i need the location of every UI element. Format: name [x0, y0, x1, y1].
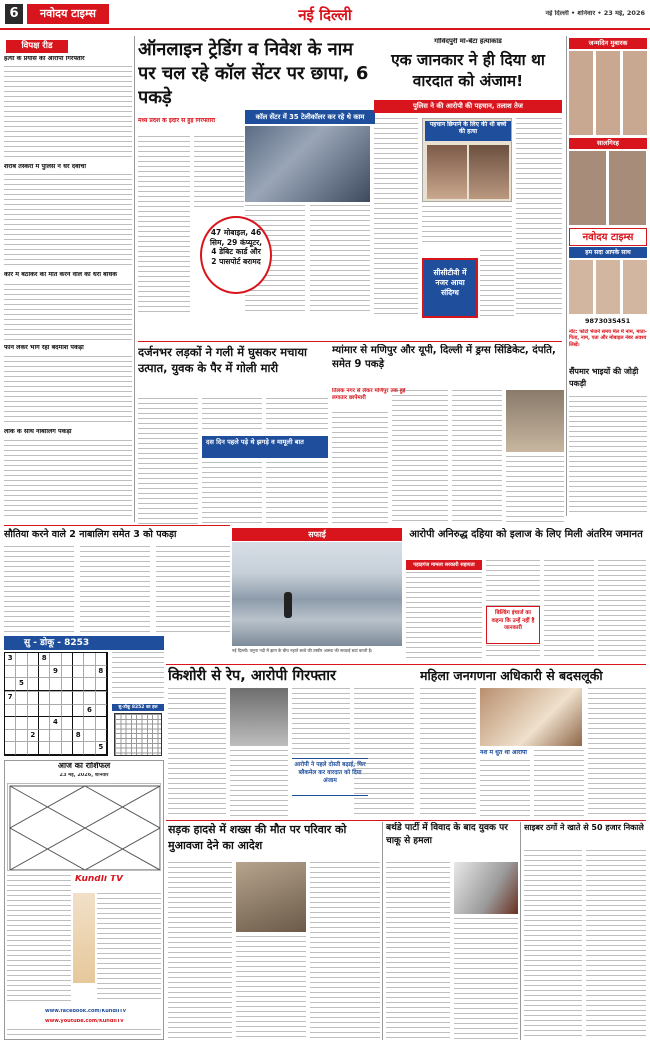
cyber-headline: साइबर ठगों ने खाते से 50 हजार निकाले: [524, 823, 644, 832]
sudoku-cell[interactable]: [62, 653, 73, 666]
sudoku-cell[interactable]: [50, 653, 61, 666]
mahila-headline: महिला जनगणना अधिकारी से बदसलूकी: [420, 668, 603, 683]
cyber-body: [586, 850, 646, 1040]
anokha-body: [4, 546, 74, 634]
rashifal-title: आज का राशिफल: [57, 762, 111, 770]
sudoku-cell[interactable]: [62, 742, 73, 755]
kishori-photo: [230, 688, 288, 746]
lead-photo: [245, 126, 370, 202]
cyber-story: [524, 822, 646, 1040]
birthday-label: जन्मदिन मुबारक: [569, 38, 647, 49]
story-body: [4, 66, 132, 161]
sudoku-cell[interactable]: [28, 692, 39, 705]
myanmar-kicker: तिलक नगर से लेकर मणिपुर तक हुई लगातार छापेमारी: [332, 388, 406, 401]
vipak-label: विपक्ष रीड: [6, 40, 68, 53]
birthday-body: [386, 862, 450, 1040]
birthday-story: [386, 822, 518, 1040]
kundli-logo: Kundli TV: [75, 875, 124, 884]
story-heading: शराब तस्करों में पुलिस ने धर दबोचा: [4, 164, 86, 170]
sudoku-cell[interactable]: 8: [96, 666, 107, 679]
rashifal-chart: [7, 783, 161, 871]
kishori-body: [354, 688, 414, 816]
story-body: [4, 440, 132, 520]
anokha-story: [4, 528, 230, 634]
rashifal-text: [7, 875, 71, 1003]
story-heading: हत्या के प्रयास का आरोपी गिरफ्तार: [4, 56, 85, 62]
sudoku-cell[interactable]: [62, 730, 73, 743]
sudoku-cell[interactable]: [39, 666, 50, 679]
left-column: [4, 36, 132, 522]
sadak-headline: सड़क हादसे में शख्स की मौत पर परिवार को मुआवजा देने का आदेश: [168, 823, 347, 852]
person-silhouette: [284, 592, 292, 618]
story-heading: फोन लेकर भाग रहा बदमाश पकड़ा: [4, 345, 84, 351]
sudoku-cell[interactable]: [16, 730, 27, 743]
anniversary-label: सालगिरह: [569, 138, 647, 149]
sudoku-cell[interactable]: [5, 705, 16, 718]
sudoku-cell[interactable]: [96, 705, 107, 718]
sudoku-cell[interactable]: 2: [28, 730, 39, 743]
govindpuri-body: [480, 250, 514, 320]
sudoku-cell[interactable]: [28, 678, 39, 691]
anokha-headline: सौतिया करने वाले 2 नाबालिग समेत 3 को पकड़ा: [4, 529, 177, 540]
sudoku-cell[interactable]: [62, 717, 73, 730]
story-body: [4, 284, 132, 342]
myanmar-body: [332, 412, 388, 524]
sudoku-instructions: [112, 652, 164, 702]
sudoku-cell[interactable]: [73, 666, 84, 679]
sudoku-cell[interactable]: [5, 730, 16, 743]
govindpuri-story: [374, 36, 562, 326]
myanmar-body: [452, 390, 502, 524]
sudoku-title: सु - डोकू - 8253: [4, 636, 164, 650]
mahila-body: [534, 750, 584, 816]
lead-body: [310, 205, 370, 313]
lead-headline: ऑनलाइन ट्रेडिंग व निवेश के नाम पर चल रहे कॉल सेंटर पर छापा, 6 पकड़े: [138, 39, 369, 108]
govindpuri-bar: पुलिस ने की आरोपी की पहचान, तलाश तेज: [374, 100, 562, 113]
sudoku-cell[interactable]: 8: [73, 730, 84, 743]
safai-caption: नई दिल्ली। यमुना नदी में झाग के बीच नहाते बच्चे की तस्वीर आस्था की सच्चाई बयां करती है।: [232, 648, 373, 653]
birthday-body: [454, 918, 518, 1040]
sudoku-cell[interactable]: [50, 692, 61, 705]
kids-photos: [569, 260, 647, 314]
right-column: [569, 36, 647, 516]
birthday-headline: बर्थडे पार्टी में विवाद के बाद युवक पर चाकू से हमला: [386, 823, 508, 846]
sudoku-cell[interactable]: [50, 730, 61, 743]
mahila-body: [420, 688, 476, 816]
sudoku-cell[interactable]: [16, 692, 27, 705]
sudoku-cell[interactable]: [28, 742, 39, 755]
sudoku-cell[interactable]: [5, 666, 16, 679]
darjan-body: [202, 462, 262, 524]
photo-note: नोट: फोटो भेजने समय मेल में नाम, माता-पिता, नाम, पता और मोबाइल नंबर अवश्य लिखें।: [569, 329, 647, 348]
darjan-body: [138, 398, 198, 524]
darjan-story: [138, 344, 328, 524]
sudoku-cell[interactable]: [16, 742, 27, 755]
side-body: [569, 396, 647, 516]
brand-box: नवोदय टाइम्स: [569, 228, 647, 246]
sudoku-cell[interactable]: [50, 678, 61, 691]
lead-body: [138, 136, 190, 316]
sudoku-answer-title: सु-डोकू 8252 का हल: [112, 704, 164, 711]
lead-kicker: मध्य प्रदेश के इंदौर से हुई गिरफ्तारी: [138, 118, 216, 124]
section-title: नई दिल्ली: [298, 6, 352, 24]
rashifal-zodiac-image: [73, 893, 95, 983]
sudoku-cell[interactable]: [16, 666, 27, 679]
sudoku-cell[interactable]: [96, 730, 107, 743]
anokha-body: [80, 546, 150, 634]
anokha-body: [156, 546, 230, 634]
sudoku-cell[interactable]: [16, 705, 27, 718]
sudoku-cell[interactable]: [84, 717, 95, 730]
sudoku-cell[interactable]: 5: [96, 742, 107, 755]
yamuna-photo: [232, 542, 402, 646]
aniruddh-body: [598, 560, 646, 660]
sudoku-cell[interactable]: [62, 692, 73, 705]
sudoku-cell[interactable]: [5, 678, 16, 691]
safai-label: सफाई: [232, 528, 402, 541]
myanmar-headline: म्यांमार से मणिपुर और यूपी, दिल्ली में ड्रग्स सिंडिकेट, दंपति, समेत 9 पकड़े: [332, 345, 556, 370]
lead-body: [194, 136, 244, 208]
sudoku-cell[interactable]: 5: [16, 678, 27, 691]
sudoku-cell[interactable]: [39, 742, 50, 755]
kishori-story: [168, 666, 414, 816]
story-body: [4, 174, 132, 269]
story-heading: कार में बैठाकर की मौत करने वाले को धरा बोधक: [4, 272, 118, 278]
aniruddh-box: बिल्डिंग इंचार्ज का कहना कि उन्हें नहीं है जानकारी: [486, 606, 540, 644]
darjan-body: [266, 462, 328, 524]
sudoku-cell[interactable]: [39, 705, 50, 718]
darjan-body: [266, 398, 328, 432]
sudoku-cell[interactable]: 8: [39, 653, 50, 666]
sudoku-cell[interactable]: [28, 717, 39, 730]
victim-photo: [427, 145, 467, 199]
mahila-body: [480, 760, 530, 816]
sudoku-cell[interactable]: [28, 653, 39, 666]
sudoku-cell[interactable]: [84, 692, 95, 705]
sudoku-cell[interactable]: [84, 742, 95, 755]
sudoku-cell[interactable]: [73, 692, 84, 705]
sadak-story: [168, 822, 380, 1040]
sudoku-cell[interactable]: [73, 678, 84, 691]
anniversary-photos: [569, 151, 647, 225]
victim-photos: [422, 118, 512, 202]
birthday-photos: [569, 51, 647, 135]
sudoku-panel: [4, 636, 164, 756]
sudoku-cell[interactable]: 6: [84, 705, 95, 718]
govindpuri-headline: एक जानकार ने ही दिया था वारदात को अंजाम!: [391, 51, 545, 90]
myanmar-body: [392, 390, 448, 524]
seized-items-box: 47 मोबाइल, 46 सिम, 29 कंप्यूटर, 4 डेबिट कार्ड और 2 पासपोर्ट बरामद: [200, 216, 272, 294]
knife-photo: [454, 862, 518, 914]
mahila-box: नशे में धुत था आरोपी: [480, 750, 527, 756]
brand-tagline: हम सदा आपके साथ: [569, 247, 647, 258]
darjan-headline: दर्जनभर लड़कों ने गली में घुसकर मचाया उत्पात, युवक के पैर में गोली मारी: [138, 345, 308, 375]
sudoku-cell[interactable]: [5, 717, 16, 730]
brand-logo: नवोदय टाइम्स: [27, 4, 109, 24]
sudoku-cell[interactable]: [39, 692, 50, 705]
sudoku-cell[interactable]: [73, 653, 84, 666]
darjan-box: दस दिन पहले पड़े थे झगड़े व मामूली बात: [202, 436, 328, 458]
govindpuri-label: गोविंदपुरी मां-बेटा हत्याकांड: [434, 38, 502, 45]
myanmar-photo: [506, 390, 564, 452]
govindpuri-body: [516, 118, 562, 318]
sudoku-cell[interactable]: [96, 653, 107, 666]
sudoku-cell[interactable]: [62, 666, 73, 679]
rashifal-text: [97, 893, 161, 1003]
dateline: नई दिल्ली • शनिवार • 23 मई, 2026: [545, 10, 645, 17]
youtube-link[interactable]: www.youtube.com/KundliTv: [45, 1019, 124, 1024]
sudoku-cell[interactable]: [96, 692, 107, 705]
sudoku-cell[interactable]: [73, 717, 84, 730]
sudoku-cell[interactable]: [62, 678, 73, 691]
sudoku-cell[interactable]: [84, 653, 95, 666]
rashifal-date: 23 मई, 2026, शनिवार: [59, 773, 109, 778]
cyber-body: [524, 850, 582, 1040]
mahila-photo: [480, 688, 582, 746]
sudoku-cell[interactable]: [73, 742, 84, 755]
kishori-body: [292, 688, 350, 756]
side-headline: सैंपमार भाइयों की जोड़ी पकड़ी: [569, 367, 639, 388]
sudoku-cell[interactable]: [96, 717, 107, 730]
sadak-body: [236, 936, 306, 1040]
kundli-chart: [8, 784, 161, 871]
sudoku-cell[interactable]: [84, 666, 95, 679]
govindpuri-body: [422, 206, 512, 246]
aniruddh-body: [406, 572, 482, 660]
aniruddh-headline: आरोपी अनिरुद्ध दहिया को इलाज के लिए मिली अंतरिम जमानत: [409, 529, 643, 540]
rashifal-footer: [7, 1029, 161, 1039]
aniruddh-story: [406, 528, 646, 660]
cctv-box: सीसीटीवी में नजर आया संदिग्ध: [422, 258, 478, 318]
sudoku-grid[interactable]: [4, 652, 108, 756]
whatsapp-number: 9873035451: [585, 318, 631, 325]
sudoku-cell[interactable]: [73, 705, 84, 718]
safai-photo-block: [232, 528, 402, 660]
govindpuri-body: [374, 118, 418, 318]
sudoku-cell[interactable]: [96, 678, 107, 691]
sudoku-cell[interactable]: [50, 742, 61, 755]
kishori-box: आरोपी ने पहले दोस्ती बढ़ाई, फिर ब्लैकमेल कर वारदात को दिया अंजाम: [292, 758, 368, 796]
sudoku-cell[interactable]: [50, 705, 61, 718]
lead-banner: कॉल सेंटर में 35 टेलीकॉलर कर रहे थे काम: [245, 110, 375, 124]
sudoku-cell[interactable]: 3: [5, 653, 16, 666]
mahila-story: [420, 666, 646, 816]
sadak-body: [310, 862, 380, 1040]
sudoku-cell[interactable]: [16, 717, 27, 730]
myanmar-body: [506, 456, 564, 524]
rashifal-panel: [4, 760, 164, 1040]
sudoku-cell[interactable]: [5, 742, 16, 755]
sudoku-cell[interactable]: 9: [50, 666, 61, 679]
sadak-body: [168, 862, 232, 1040]
facebook-link[interactable]: www.facebook.com/KundliTv: [45, 1009, 127, 1014]
sudoku-cell[interactable]: [28, 705, 39, 718]
page-number: 6: [5, 4, 23, 24]
victim-photo: [469, 145, 509, 199]
myanmar-story: [332, 344, 564, 524]
mahila-body: [588, 688, 646, 816]
darjan-body: [202, 398, 262, 432]
kishori-body: [230, 750, 288, 816]
aniruddh-body: [544, 560, 594, 660]
kishori-headline: किशोरी से रेप, आरोपी गिरफ्तार: [168, 668, 336, 684]
masthead: [0, 0, 650, 30]
sudoku-answer-grid: [114, 713, 162, 756]
sudoku-cell[interactable]: [39, 717, 50, 730]
sudoku-cell[interactable]: [39, 730, 50, 743]
sudoku-cell[interactable]: 7: [5, 692, 16, 705]
kishori-body: [168, 688, 226, 816]
sudoku-cell[interactable]: 4: [50, 717, 61, 730]
sudoku-cell[interactable]: [16, 653, 27, 666]
photo-caption: पहचान छिपाने के लिए की थी बच्चे की हत्या: [425, 121, 511, 141]
sudoku-cell[interactable]: [28, 666, 39, 679]
story-body: [4, 356, 132, 426]
sudoku-cell[interactable]: [62, 705, 73, 718]
aniruddh-bar: पहाड़गंज मामला सरकारी सहायता: [406, 560, 482, 570]
sudoku-cell[interactable]: [84, 678, 95, 691]
sadak-photo: [236, 862, 306, 932]
sudoku-cell[interactable]: [84, 730, 95, 743]
sudoku-cell[interactable]: [39, 678, 50, 691]
story-heading: लोक के साथ नाबालिग पकड़ा: [4, 429, 72, 435]
